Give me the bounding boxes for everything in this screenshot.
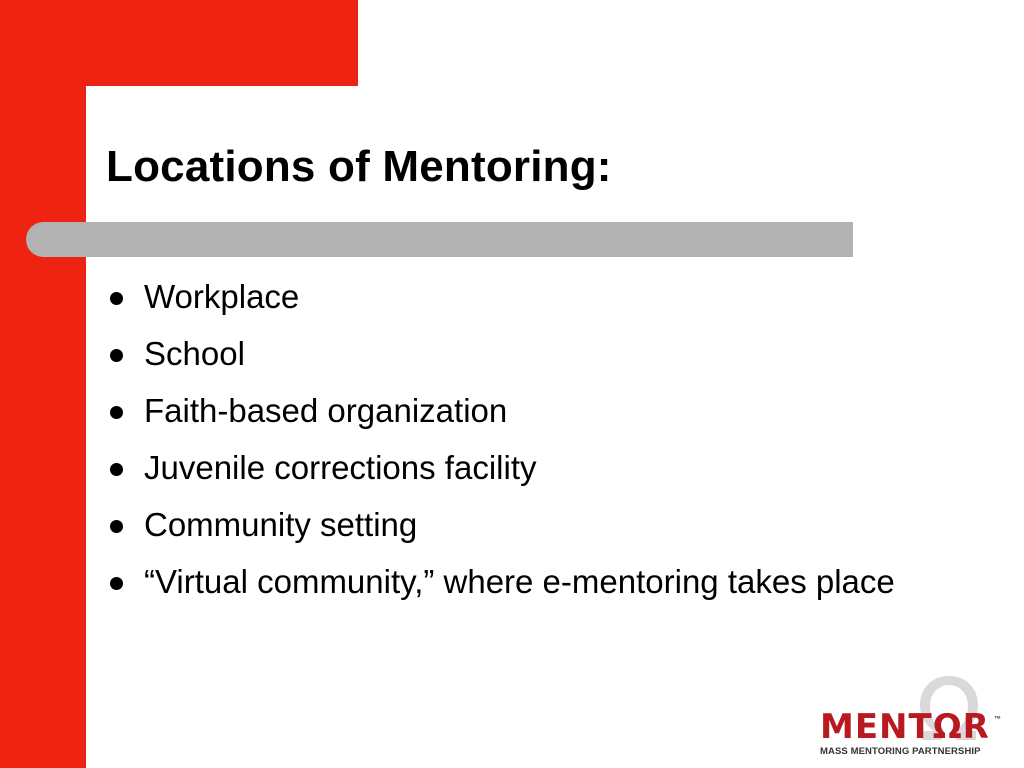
bullet-list [106, 274, 986, 616]
bullet-dot-icon [110, 520, 123, 533]
logo-wordmark: MENTΩR [820, 707, 990, 747]
bullet-dot-icon [110, 463, 123, 476]
logo-tagline: MASS MENTORING PARTNERSHIP [820, 746, 981, 757]
bullet-item-faith-based [106, 388, 986, 434]
bullet-text: Faith-based organization [144, 392, 508, 429]
logo-trademark: ™ [994, 716, 1001, 723]
bullet-text: Workplace [144, 278, 300, 315]
bullet-text: “Virtual community,” where e-mentoring takes place [144, 563, 895, 600]
bullet-item-workplace [106, 274, 986, 320]
bullet-dot-icon [110, 349, 123, 362]
bullet-item-community-setting [106, 502, 986, 548]
red-frame-left [0, 0, 86, 768]
title-divider-bar [26, 222, 853, 257]
mentor-logo [810, 672, 1010, 764]
bullet-text: Community setting [144, 506, 418, 543]
bullet-text: Juvenile corrections facility [144, 449, 537, 486]
bullet-item-school [106, 331, 986, 377]
bullet-dot-icon [110, 292, 123, 305]
bullet-dot-icon [110, 406, 123, 419]
bullet-item-virtual-community [106, 559, 986, 605]
bullet-text: School [144, 335, 245, 372]
slide-title: Locations of Mentoring: [106, 142, 612, 191]
bullet-dot-icon [110, 577, 123, 590]
bullet-item-juvenile-corrections [106, 445, 986, 491]
